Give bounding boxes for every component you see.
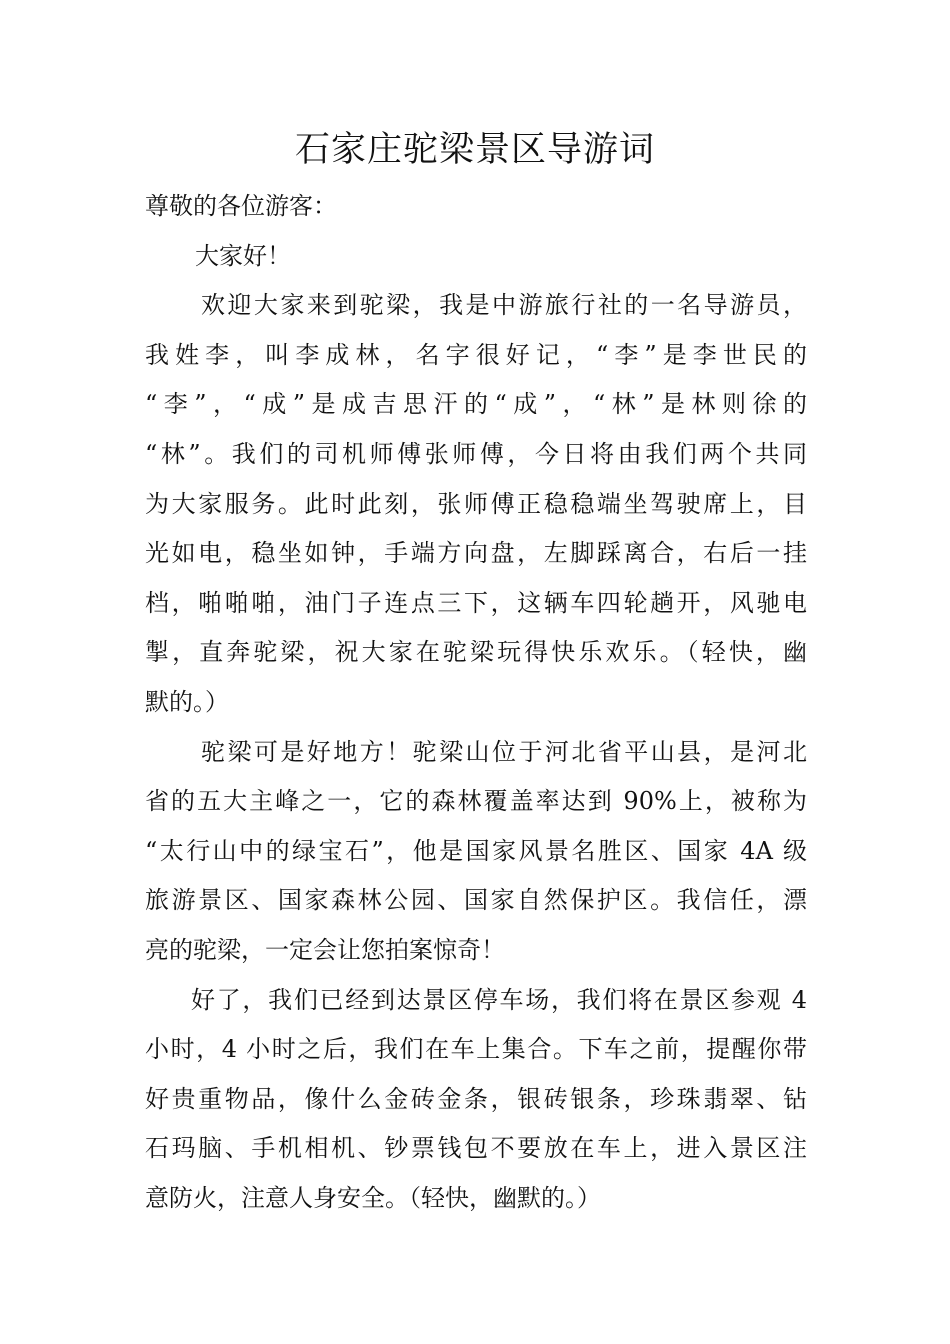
paragraph-welcome (145, 281, 807, 727)
document-body (145, 182, 807, 1223)
paragraph-arrival (145, 976, 807, 1224)
paragraph-line: 小时，4 小时之后，我们在车上集合。下车之前，提醒你带 (145, 1035, 807, 1064)
paragraph-line: 默的。） (145, 687, 229, 716)
paragraph-line: “李”，“成”是成吉思汗的“成”，“林”是林则徐的 (145, 390, 807, 419)
document-title: 石家庄驼梁景区导游词 (294, 130, 655, 170)
salutation: 尊敬的各位游客： (145, 192, 337, 220)
paragraph-line: 意防火，注意人身安全。（轻快，幽默的。） (145, 1183, 601, 1212)
paragraph-line: 石玛脑、手机相机、钞票钱包不要放在车上，进入景区注 (145, 1134, 807, 1163)
paragraph-introduction (145, 728, 807, 976)
paragraph-line: 亮的驼梁，一定会让您拍案惊奇！ (145, 935, 505, 964)
paragraph-line: 为大家服务。此时此刻，张师傅正稳稳端坐驾驶席上，目 (145, 489, 807, 518)
paragraph-line: 驼梁可是好地方！驼梁山位于河北省平山县，是河北 (201, 737, 807, 766)
paragraph-line: 档，啪啪啪，油门子连点三下，这辆车四轮趟开，风驰电 (145, 588, 807, 617)
paragraph-line: 旅游景区、国家森林公园、国家自然保护区。我信任，漂 (145, 886, 807, 915)
paragraph-line: 欢迎大家来到驼梁，我是中游旅行社的一名导游员， (201, 291, 807, 320)
paragraph-line: 我姓李，叫李成林，名字很好记，“李”是李世民的 (145, 340, 807, 369)
paragraph-line: 光如电，稳坐如钟，手端方向盘，左脚踩离合，右后一挂 (145, 539, 807, 568)
paragraph-line: “太行山中的绿宝石”，他是国家风景名胜区、国家 4A 级 (145, 836, 807, 865)
paragraph-line: 省的五大主峰之一，它的森林覆盖率达到 90%上，被称为 (145, 787, 807, 816)
paragraph-line: 好了，我们已经到达景区停车场，我们将在景区参观 4 (191, 985, 807, 1014)
paragraph-line: “林”。我们的司机师傅张师傅，今日将由我们两个共同 (145, 439, 807, 468)
greeting: 大家好！ (195, 241, 291, 270)
paragraph-line: 掣，直奔驼梁，祝大家在驼梁玩得快乐欢乐。（轻快，幽 (145, 638, 807, 667)
paragraph-line: 好贵重物品，像什么金砖金条，银砖银条，珍珠翡翠、钻 (145, 1084, 807, 1113)
